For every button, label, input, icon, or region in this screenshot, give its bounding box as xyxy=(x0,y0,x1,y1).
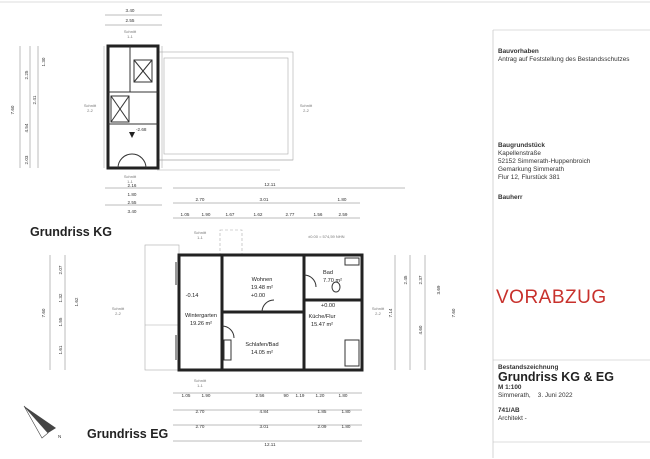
eg-bot-a-1: 1.05 xyxy=(181,393,191,398)
eg-right-5: 4.60 xyxy=(418,325,423,335)
eg-left-4: 1.62 xyxy=(74,297,79,307)
room-kueche-area: 15.47 m² xyxy=(310,322,334,328)
bauvorhaben-text: Antrag auf Feststellung des Bestandsschutzes xyxy=(498,56,630,64)
kg-dim-left-4: 4.54 xyxy=(24,123,29,133)
section-marker-top: Schnitt xyxy=(123,29,137,34)
eg-plan xyxy=(145,230,362,370)
bestand-label: Bestandszeichnung xyxy=(498,364,559,371)
north-arrow-icon xyxy=(24,406,56,438)
eg-left-3: 1.55 xyxy=(58,317,63,327)
eg-bot-b-1: 2.70 xyxy=(195,409,205,414)
kg-dim-bot-3: 2.55 xyxy=(127,200,137,205)
kg-dim-left-total: 7.60 xyxy=(10,105,15,115)
kg-dim-top-2: 2.55 xyxy=(125,18,135,23)
eg-section-top-id: 1-1 xyxy=(197,235,203,240)
eg-left-2: 1.32 xyxy=(58,293,63,303)
room-kueche-level: +0.00 xyxy=(320,303,336,309)
mid-b-3: 1.67 xyxy=(225,212,235,217)
eg-section-top: Schnitt xyxy=(193,230,207,235)
plan-number: 741/AB xyxy=(498,407,520,414)
eg-section-bottom-id: 1-1 xyxy=(197,383,203,388)
drawing-title: Grundriss KG & EG xyxy=(498,370,614,384)
bauvorhaben-block xyxy=(498,48,629,64)
eg-bot-c-4: 1.80 xyxy=(341,424,351,429)
eg-left-1: 2.07 xyxy=(58,265,63,275)
vorabzug-stamp: VORABZUG xyxy=(496,287,607,308)
eg-bot-b-3: 1.85 xyxy=(317,409,327,414)
room-schlafen-name: Schlafen/Bad xyxy=(245,342,279,348)
mid-a-3: 1.80 xyxy=(337,197,347,202)
kg-dim-left-3: 2.41 xyxy=(32,95,37,105)
room-bad-area: 7.70 m² xyxy=(323,278,342,284)
section-marker-bottom: Schnitt xyxy=(123,174,137,179)
bauherr-label: Bauherr xyxy=(498,194,523,201)
room-wintergarten-level: -0.14 xyxy=(185,293,199,299)
section-marker-left: Schnitt xyxy=(83,103,97,108)
eg-left-total: 7.60 xyxy=(41,308,46,318)
mid-a-1: 2.70 xyxy=(195,197,205,202)
eg-right-4: 3.69 xyxy=(436,285,441,295)
scale-date-block xyxy=(498,384,573,400)
architect-label: Architekt - xyxy=(498,415,527,423)
kg-dim-bot-2: 1.80 xyxy=(127,192,137,197)
eg-bot-c-3: 2.09 xyxy=(317,424,327,429)
eg-bot-a-3: 2.56 xyxy=(255,393,265,398)
section-marker-left-id: 2-2 xyxy=(87,108,93,113)
eg-title: Grundriss EG xyxy=(87,427,169,441)
mid-b-6: 1.56 xyxy=(313,212,323,217)
mid-total: 12.11 xyxy=(264,182,276,187)
kg-level-label: -2.68 xyxy=(136,127,147,132)
plan-block xyxy=(498,407,527,423)
grundstueck-line-1: Kapellenstraße xyxy=(498,150,541,158)
grundstueck-line-3: Gemarkung Simmerath xyxy=(498,166,565,174)
eg-bot-a-6: 1.20 xyxy=(315,393,325,398)
eg-right-6: 7.60 xyxy=(451,308,456,318)
room-wohnen-name: Wohnen xyxy=(251,277,273,283)
eg-bot-c-2: 3.01 xyxy=(259,424,269,429)
eg-bot-c-1: 2.70 xyxy=(195,424,205,429)
mid-b-1: 1.05 xyxy=(180,212,190,217)
eg-left-5: 1.61 xyxy=(58,345,63,355)
kg-dim-left-1: 2.25 xyxy=(24,70,29,80)
eg-right-2: 2.45 xyxy=(403,275,408,285)
eg-section-left-id: 2-2 xyxy=(115,311,121,316)
room-kueche-name: Küche/Flur xyxy=(308,314,336,320)
room-wintergarten-area: 19.26 m² xyxy=(189,321,213,327)
eg-section-left: Schnitt xyxy=(111,306,125,311)
kg-plan xyxy=(104,46,293,170)
eg-bot-a-5: 1.19 xyxy=(295,393,305,398)
mid-b-5: 2.77 xyxy=(285,212,295,217)
scale-label: M 1:100 xyxy=(498,384,522,391)
room-wohnen-level: +0.00 xyxy=(250,293,266,299)
eg-right-3: 2.37 xyxy=(418,275,423,285)
eg-section-right: Schnitt xyxy=(371,306,385,311)
section-marker-bottom-id: 1-1 xyxy=(127,179,133,184)
eg-bot-a-7: 1.80 xyxy=(338,393,348,398)
section-marker-right-id: 2-2 xyxy=(303,108,309,113)
kg-dim-left-2: 1.30 xyxy=(41,57,46,67)
section-marker-right: Schnitt xyxy=(299,103,313,108)
grundstueck-block xyxy=(498,142,590,182)
nhn-label: ±0.00 = 574,59 NHN xyxy=(308,234,345,239)
room-schlafen-area: 14.05 m² xyxy=(250,350,274,356)
kg-dim-bot-1: 2.16 xyxy=(127,183,137,188)
mid-b-4: 1.62 xyxy=(253,212,263,217)
eg-section-right-id: 2-2 xyxy=(375,311,381,316)
place-label: Simmerath, xyxy=(498,392,531,400)
grundstueck-line-4: Flur 12, Flurstück 381 xyxy=(498,174,560,182)
eg-dimensions xyxy=(50,255,425,441)
grundstueck-line-2: 52152 Simmerath-Huppenbroich xyxy=(498,158,591,166)
kg-title: Grundriss KG xyxy=(30,225,112,239)
bauvorhaben-label: Bauvorhaben xyxy=(498,48,539,55)
mid-b-2: 1.90 xyxy=(201,212,211,217)
kg-dim-bot-4: 3.40 xyxy=(127,209,137,214)
bauherr-block xyxy=(498,194,523,202)
section-marker-top-id: 1-1 xyxy=(127,34,133,39)
eg-bot-a-2: 1.90 xyxy=(201,393,211,398)
mid-b-7: 2.59 xyxy=(338,212,348,217)
kg-dim-top-1: 3.40 xyxy=(125,8,135,13)
eg-bot-b-4: 1.80 xyxy=(341,409,351,414)
room-bad-name: Bad xyxy=(323,270,333,276)
eg-total: 12.11 xyxy=(264,442,276,447)
eg-section-bottom: Schnitt xyxy=(193,378,207,383)
eg-bot-b-2: 4.84 xyxy=(259,409,269,414)
room-wintergarten-name: Wintergarten xyxy=(184,313,218,319)
eg-bot-a-4: 90 xyxy=(283,393,289,398)
kg-dimensions xyxy=(20,15,405,218)
grundstueck-label: Baugrundstück xyxy=(498,142,545,149)
mid-a-2: 3.01 xyxy=(259,197,269,202)
room-wohnen-area: 19.48 m² xyxy=(250,285,274,291)
compass-label: N xyxy=(58,434,62,439)
date-label: 3. Juni 2022 xyxy=(537,392,573,400)
kg-dim-left-5: 2.03 xyxy=(24,155,29,165)
eg-right-1: 7.14 xyxy=(388,308,393,318)
